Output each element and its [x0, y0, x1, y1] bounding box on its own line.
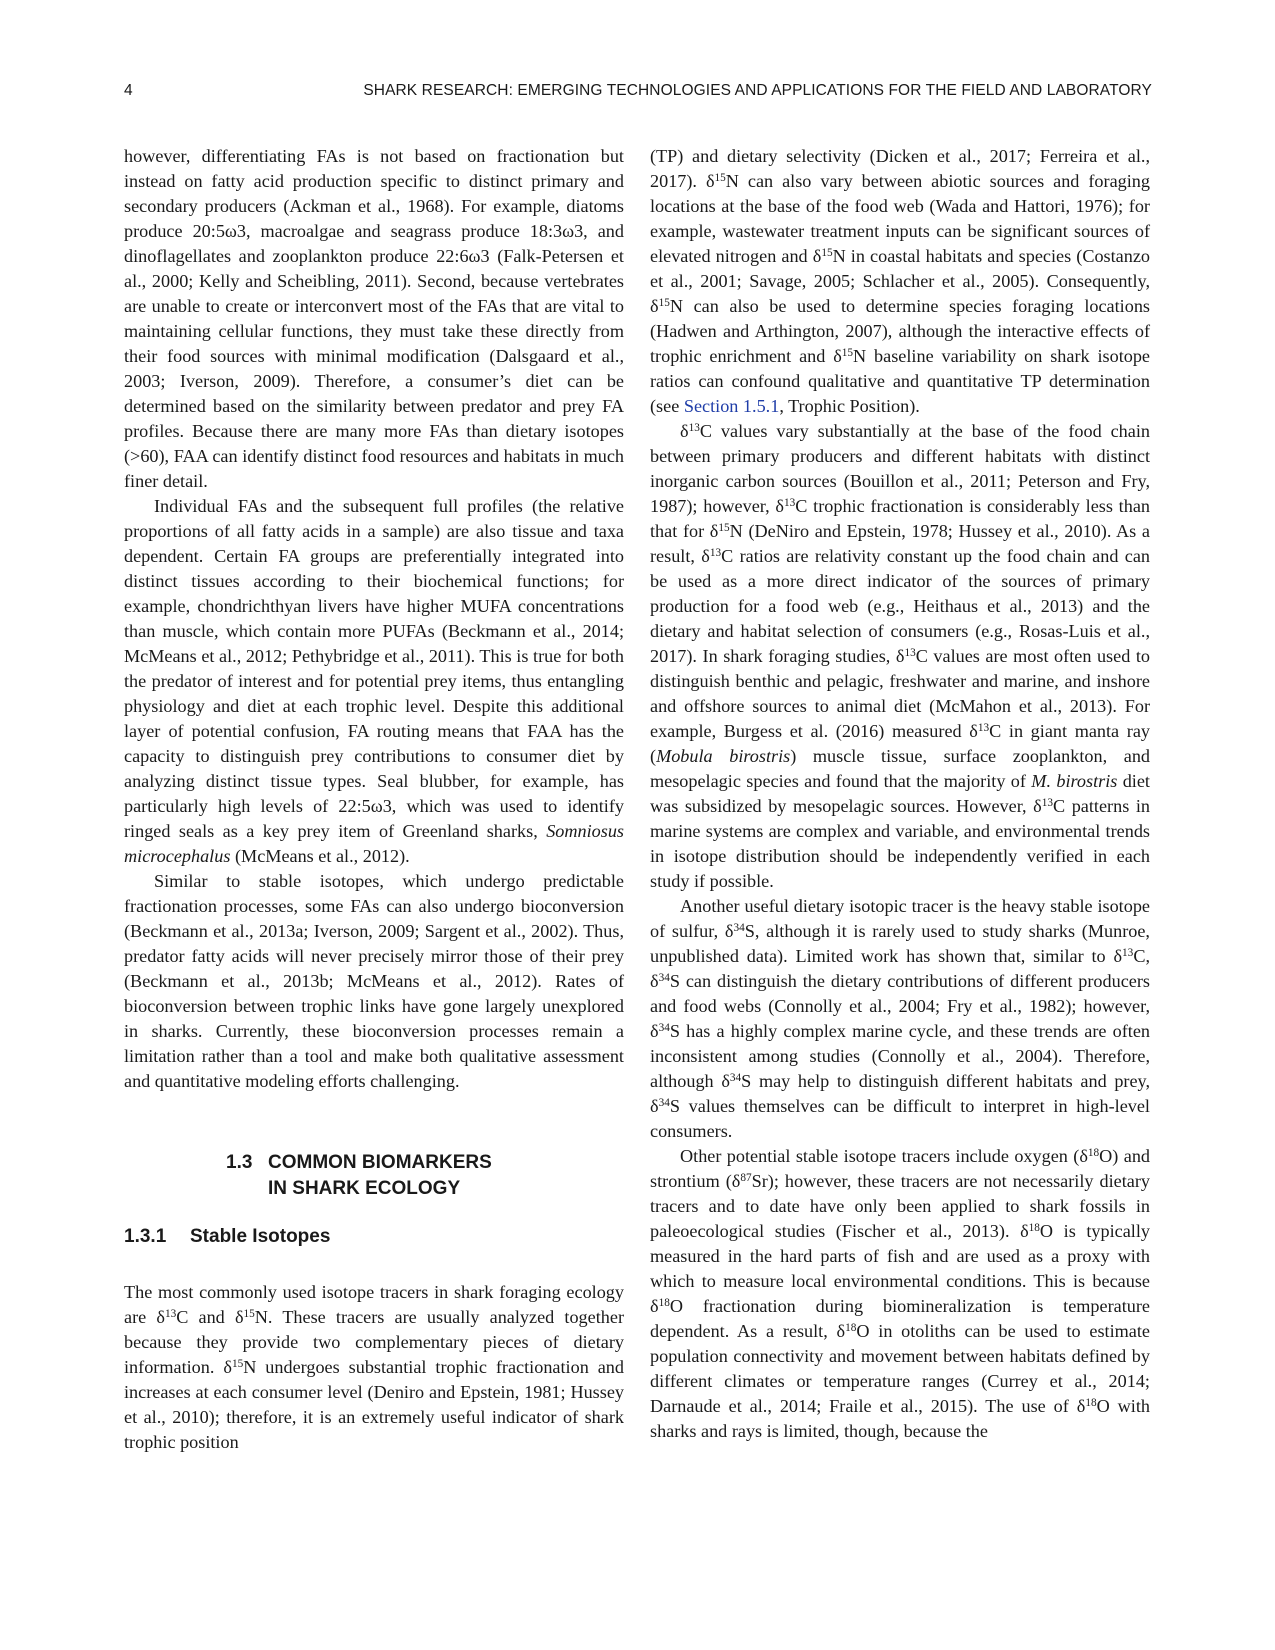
paragraph: however, differentiating FAs is not based on fractionation but instead on fatty acid production specific to distinct primary and secondary producers (Ackman et al., 1968). For example, diatoms produce 20:5ω3, macroalgae and seagrass produce 18:3ω3, and dinoflagellates and zooplankton produce 22:6ω3 (Falk-Petersen et al., 2000; Kelly and Scheibling, 2011). Second, because vertebrates are unable to create or interconvert most of the FAs that are vital to maintaining cellular functions, they must take these directly from their food sources with minimal modification (Dalsgaard et al., 2003; Iverson, 2009). Therefore, a consumer’s diet can be determined based on the similarity between predator and prey FA profiles. Because there are many more FAs than dietary isotopes (>60), FAA can identify distinct food resources and habitats in much finer detail. — [124, 146, 624, 491]
subsection-number: 1.3.1 — [124, 1226, 167, 1247]
paragraph: The most commonly used isotope tracers in shark foraging ecology are $\delta^{13}C$ and $\delta^{15}N$. These tracers are usually analyzed together because they provide two complementary pieces of dietary information. $\delta^{15}N$ undergoes substantial trophic fractionation and increases at each consumer level (Deniro and Epstein, 1981; Hussey et al., 2010); therefore, it is an extremely useful indicator of shark trophic position — [124, 1282, 624, 1452]
right-column — [650, 144, 1150, 1444]
paragraph: Similar to stable isotopes, which undergo predictable fractionation processes, some FAs can also undergo bioconversion (Beckmann et al., 2013a; Iverson, 2009; Sargent et al., 2002). Thus, predator fatty acids will never precisely mirror those of their prey (Beckmann et al., 2013b; McMeans et al., 2012). Rates of bioconversion between trophic links have gone largely unexplored in sharks. Currently, these bioconversion processes remain a limitation rather than a tool and make both qualitative assessment and quantitative modeling efforts challenging. — [124, 871, 624, 1091]
paragraph: Other potential stable isotope tracers include oxygen $(\delta^{18}O)$ and strontium $(\delta^{87}Sr)$; however, these tracers are not necessarily dietary tracers and to date have only been applied to shark fossils in paleoecological studies (Fischer et al., 2013). $\delta^{18}O$ is typically measured in the hard parts of fish and are used as a proxy with which to measure local environmental conditions. This is because $\delta^{18}O$ fractionation during biomineralization is temperature dependent. As a result, $\delta^{18}O$ in otoliths can be used to estimate population connectivity and movement between habitats defined by different climates or temperature ranges (Currey et al., 2014; Darnaude et al., 2014; Fraile et al., 2015). The use of $\delta^{18}O$ with sharks and rays is limited, though, because the — [650, 1146, 1151, 1441]
subsection-title: Stable Isotopes — [190, 1226, 331, 1247]
paragraph: Another useful dietary isotopic tracer is the heavy stable isotope of sulfur, $\delta^{34}S$, although it is rarely used to study sharks (Munroe, unpublished data). Limited work has shown that, similar to $\delta^{13}C$, $\delta^{34}S$ can distinguish the dietary contributions of different producers and food webs (Connolly et al., 2004; Fry et al., 1982); however, $\delta^{34}S$ has a highly complex marine cycle, and these trends are often inconsistent among studies (Connolly et al., 2004). Therefore, although $\delta^{34}S$ may help to distinguish different habitats and prey, $\delta^{34}S$ values themselves can be difficult to interpret in high-level consumers. — [650, 896, 1151, 1141]
paragraph: $\delta^{13}C$ values vary substantially at the base of the food chain between primary producers and different habitats with distinct inorganic carbon sources (Bouillon et al., 2011; Peterson and Fry, 1987); however, $\delta^{13}C$ trophic fractionation is considerably less than that for $\delta^{15}N$ (DeNiro and Epstein, 1978; Hussey et al., 2010). As a result, $\delta^{13}C$ ratios are relativity constant up the food chain and can be used as a more direct indicator of the sources of primary production for a food web (e.g., Heithaus et al., 2013) and the dietary and habitat selection of consumers (e.g., Rosas-Luis et al., 2017). In shark foraging studies, $\delta^{13}C$ values are most often used to distinguish benthic and pelagic, freshwater and marine, and inshore and offshore sources to animal diet (McMahon et al., 2013). For example, Burgess et al. (2016) measured $\delta^{13}C$ in giant manta ray (Mobula birostris) muscle tissue, surface zooplankton, and mesopelagic species and found that the majority of M. birostris diet was subsidized by mesopelagic sources. However, $\delta^{13}C$ patterns in marine systems are complex and variable, and environmental trends in isotope distribution should be independently verified in each study if possible. — [650, 421, 1151, 891]
paragraph: Individual FAs and the subsequent full profiles (the relative proportions of all fatty acids in a sample) are also tissue and taxa dependent. Certain FA groups are preferentially integrated into distinct tissues according to their biochemical functions; for example, chondrichthyan livers have higher MUFA concentrations than muscle, which contain more PUFAs (Beckmann et al., 2014; McMeans et al., 2012; Pethybridge et al., 2011). This is true for both the predator of interest and for potential prey items, thus entangling physiology and diet at each trophic level. Despite this additional layer of potential confusion, FA routing means that FAA has the capacity to distinguish prey contributions to consumer diet by analyzing distinct tissue types. Seal blubber, for example, has particularly high levels of 22:5ω3, which was used to identify ringed seals as a key prey item of Greenland sharks, Somniosus microcephalus (McMeans et al., 2012). — [124, 496, 624, 866]
section-title-line1: COMMON BIOMARKERS — [268, 1152, 492, 1173]
paragraph: (TP) and dietary selectivity (Dicken et al., 2017; Ferreira et al., 2017). $\delta^{15}N$ can also vary between abiotic sources and foraging locations at the base of the food web (Wada and Hattori, 1976); for example, wastewater treatment inputs can be significant sources of elevated nitrogen and $\delta^{15}N$ in coastal habitats and species (Costanzo et al., 2001; Savage, 2005; Schlacher et al., 2005). Consequently, $\delta^{15}N$ can also be used to determine species foraging locations (Hadwen and Arthington, 2007), although the interactive effects of trophic enrichment and $\delta^{15}N$ baseline variability on shark isotope ratios can confound qualitative and quantitative TP determination (see Section 1.5.1, Trophic Position). — [650, 146, 1151, 416]
section-crossref-link[interactable]: Section 1.5.1 — [683, 396, 780, 416]
page-number: 4 — [124, 82, 133, 99]
species-name: M. birostris — [1031, 771, 1118, 791]
section-heading — [124, 1150, 624, 1202]
page-header — [124, 82, 1152, 106]
section-number: 1.3 — [226, 1152, 253, 1173]
running-head: SHARK RESEARCH: EMERGING TECHNOLOGIES AND APPLICATIONS FOR THE FIELD AND LABORATORY — [363, 82, 1152, 99]
species-name: Mobula birostris — [656, 746, 791, 766]
left-column — [124, 144, 624, 1455]
species-name: Somniosus microcephalus — [124, 821, 624, 866]
section-title-line2: IN SHARK ECOLOGY — [268, 1178, 461, 1199]
subsection-heading — [124, 1224, 624, 1250]
